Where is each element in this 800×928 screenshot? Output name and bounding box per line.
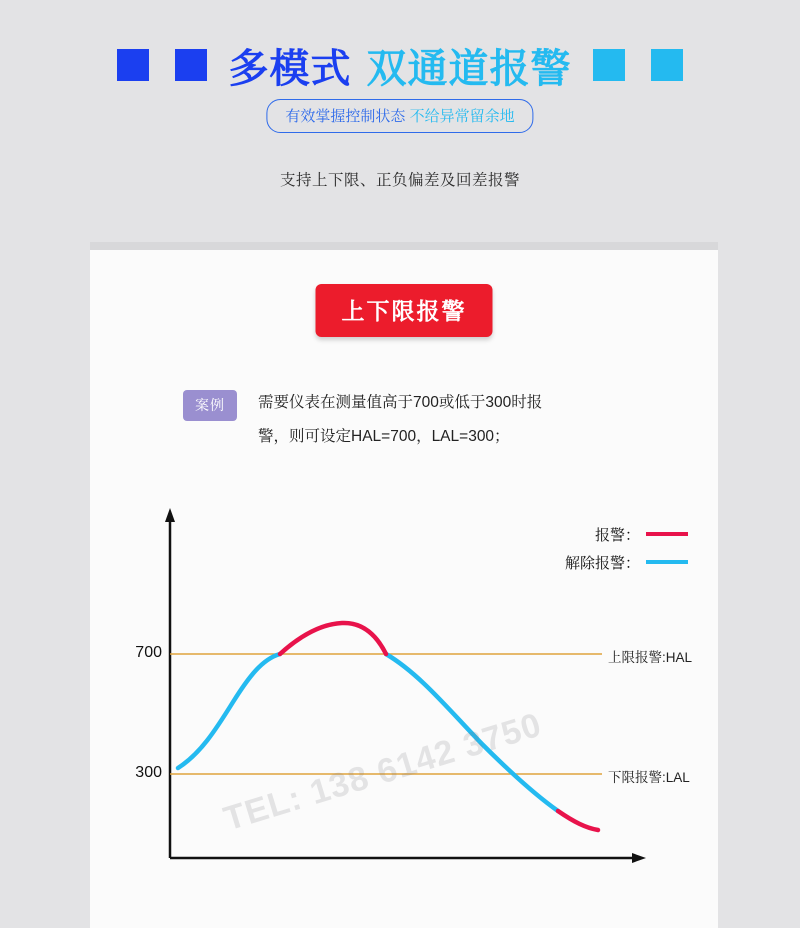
decor-square-blue-2: [175, 49, 207, 81]
clear-curve-falling: [386, 654, 558, 811]
page-title-part1: 多模式: [228, 45, 352, 92]
x-axis-arrow: [632, 853, 646, 863]
alarm-curve-low: [558, 811, 598, 830]
case-description-line2: 警，则可设定HAL=700，LAL=300；: [258, 428, 510, 445]
decor-square-cyan-2: [651, 49, 683, 81]
subtitle-pill: [266, 99, 533, 133]
alarm-card: [90, 248, 718, 928]
alarm-chart: [90, 506, 718, 906]
decor-square-cyan-1: [593, 49, 625, 81]
status-badge: 上下限报警: [316, 284, 493, 337]
y-tick-700: 700: [135, 644, 162, 661]
watermark: TEL: 138 6142 3750: [219, 705, 547, 839]
y-tick-300: 300: [135, 764, 162, 781]
legend-label-clear: 解除报警：: [564, 554, 640, 572]
y-axis-arrow: [165, 508, 175, 522]
header-description: 支持上下限、正负偏差及回差报警: [279, 172, 520, 189]
page-title-part2: 双通道报警: [366, 45, 572, 92]
case-description-line1: 需要仪表在测量值高于700或低于300时报: [258, 394, 543, 411]
page-header: [0, 0, 800, 230]
subtitle-part1: 有效掌握控制状态: [285, 108, 406, 125]
page-title: [207, 37, 594, 94]
case-tag: 案例: [183, 390, 237, 421]
hal-label: 上限报警:HAL: [608, 650, 693, 665]
card-top-strip: [90, 242, 718, 250]
case-description: [258, 386, 678, 454]
subtitle-part2: 不给异常留余地: [409, 108, 515, 125]
alarm-curve-high: [280, 623, 386, 654]
decor-square-blue-1: [117, 49, 149, 81]
legend-label-alarm: 报警：: [594, 526, 640, 544]
clear-curve-rising: [178, 654, 280, 768]
main-title-row: [0, 34, 800, 96]
chart-svg: [90, 506, 718, 906]
lal-label: 下限报警:LAL: [608, 770, 690, 785]
